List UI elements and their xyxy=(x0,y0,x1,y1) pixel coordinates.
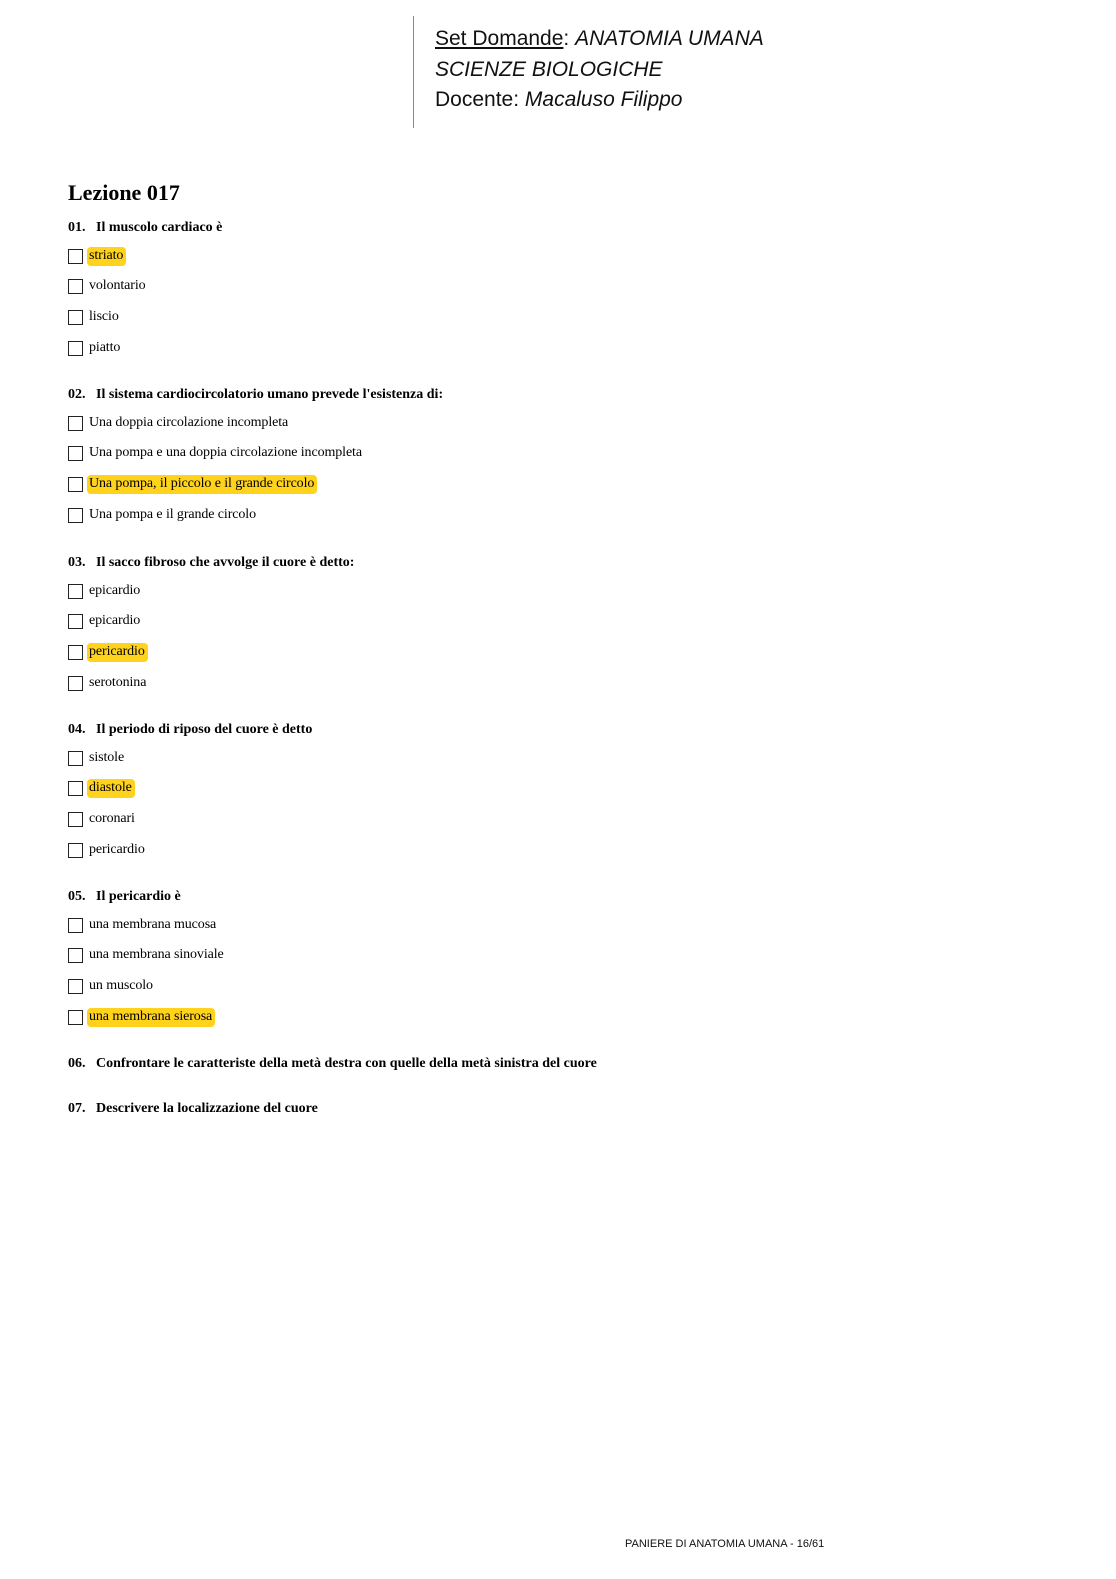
answer-label-highlighted: Una pompa, il piccolo e il grande circolo xyxy=(87,475,317,494)
answer-option[interactable] xyxy=(68,1005,215,1029)
question-number: 04. xyxy=(68,722,86,737)
checkbox[interactable] xyxy=(68,751,83,766)
answer-option[interactable] xyxy=(68,838,148,862)
document-header xyxy=(435,24,764,116)
checkbox[interactable] xyxy=(68,781,83,796)
lesson-title: Lezione 017 xyxy=(68,180,180,205)
question-number: 06. xyxy=(68,1056,86,1071)
question-label: Il pericardio è xyxy=(96,889,181,904)
question-number: 03. xyxy=(68,555,86,570)
checkbox[interactable] xyxy=(68,918,83,933)
checkbox[interactable] xyxy=(68,645,83,660)
question-label: Il sacco fibroso che avvolge il cuore è detto: xyxy=(96,555,355,570)
answer-option[interactable] xyxy=(68,442,365,466)
answer-option[interactable] xyxy=(68,411,291,435)
answer-label: una membrana sinoviale xyxy=(89,947,224,963)
question-number: 01. xyxy=(68,220,86,235)
checkbox[interactable] xyxy=(68,1010,83,1025)
checkbox[interactable] xyxy=(68,249,83,264)
checkbox[interactable] xyxy=(68,341,83,356)
checkbox[interactable] xyxy=(68,279,83,294)
answer-option[interactable] xyxy=(68,306,122,330)
question-label: Confrontare le caratteriste della metà destra con quelle della metà sinistra del cuore xyxy=(96,1056,597,1071)
answer-label: epicardio xyxy=(89,613,141,629)
checkbox[interactable] xyxy=(68,446,83,461)
question-label: Il muscolo cardiaco è xyxy=(96,220,223,235)
answer-option[interactable] xyxy=(68,975,156,999)
checkbox[interactable] xyxy=(68,979,83,994)
answer-label: Una doppia circolazione incompleta xyxy=(89,414,289,430)
answer-label-highlighted: striato xyxy=(87,247,126,266)
header-set-line xyxy=(435,24,764,55)
answer-option[interactable] xyxy=(68,473,317,497)
checkbox[interactable] xyxy=(68,676,83,691)
question-4 xyxy=(68,720,1068,857)
answer-option[interactable] xyxy=(68,944,227,968)
answer-label-highlighted: pericardio xyxy=(87,643,148,662)
answer-label: piatto xyxy=(89,339,121,355)
question-text xyxy=(68,720,1068,740)
answer-label-highlighted: una membrana sierosa xyxy=(87,1008,215,1027)
answer-label: epicardio xyxy=(89,582,141,598)
answer-label: Una pompa e il grande circolo xyxy=(89,506,256,522)
answer-label: volontario xyxy=(89,278,146,294)
answer-option[interactable] xyxy=(68,641,148,665)
answer-label: una membrana mucosa xyxy=(89,916,217,932)
checkbox[interactable] xyxy=(68,310,83,325)
question-text xyxy=(68,1054,1068,1074)
checkbox[interactable] xyxy=(68,416,83,431)
question-text xyxy=(68,1099,1068,1119)
question-text xyxy=(68,887,1068,907)
question-6 xyxy=(68,1054,1068,1074)
answer-option[interactable] xyxy=(68,808,138,832)
course-name xyxy=(435,55,764,86)
question-5 xyxy=(68,887,1068,1024)
answer-label: Una pompa e una doppia circolazione incompleta xyxy=(89,445,362,461)
course-text: SCIENZE BIOLOGICHE xyxy=(435,57,663,81)
answer-label: serotonina xyxy=(89,674,147,690)
question-text xyxy=(68,553,1068,573)
answer-label: pericardio xyxy=(89,841,145,857)
checkbox[interactable] xyxy=(68,614,83,629)
answer-option[interactable] xyxy=(68,579,143,603)
teacher-name: Macaluso Filippo xyxy=(524,88,683,111)
header-teacher-line xyxy=(435,85,764,116)
checkbox[interactable] xyxy=(68,508,83,523)
set-label: Set Domande xyxy=(435,27,564,50)
answer-option[interactable] xyxy=(68,336,123,360)
checkbox[interactable] xyxy=(68,477,83,492)
teacher-label: Docente: xyxy=(435,88,520,111)
question-1 xyxy=(68,218,1068,355)
question-3 xyxy=(68,553,1068,690)
question-number: 05. xyxy=(68,889,86,904)
checkbox[interactable] xyxy=(68,948,83,963)
answer-option[interactable] xyxy=(68,244,126,268)
question-number: 02. xyxy=(68,387,86,402)
answer-label: sistole xyxy=(89,749,125,765)
set-colon: : xyxy=(563,27,570,50)
question-text xyxy=(68,385,1068,405)
answer-label: liscio xyxy=(89,309,119,325)
answer-label: coronari xyxy=(89,811,135,827)
answer-option[interactable] xyxy=(68,777,135,801)
answer-option[interactable] xyxy=(68,503,259,527)
subject-name: ANATOMIA UMANA xyxy=(575,27,764,50)
checkbox[interactable] xyxy=(68,843,83,858)
answer-option[interactable] xyxy=(68,275,149,299)
answer-option[interactable] xyxy=(68,610,143,634)
answer-label-highlighted: diastole xyxy=(87,779,135,798)
header-divider xyxy=(413,16,414,128)
question-label: Il periodo di riposo del cuore è detto xyxy=(96,722,313,737)
answer-label: un muscolo xyxy=(89,978,153,994)
answer-option[interactable] xyxy=(68,746,127,770)
checkbox[interactable] xyxy=(68,812,83,827)
question-number: 07. xyxy=(68,1101,86,1116)
question-text xyxy=(68,218,1068,238)
answer-option[interactable] xyxy=(68,671,149,695)
question-2 xyxy=(68,385,1068,522)
question-7 xyxy=(68,1099,1068,1119)
answer-option[interactable] xyxy=(68,913,219,937)
question-label: Il sistema cardiocircolatorio umano prevede l'esistenza di: xyxy=(96,387,444,402)
page-footer: PANIERE DI ANATOMIA UMANA - 16/61 xyxy=(625,1538,825,1550)
checkbox[interactable] xyxy=(68,584,83,599)
question-label: Descrivere la localizzazione del cuore xyxy=(96,1101,318,1116)
